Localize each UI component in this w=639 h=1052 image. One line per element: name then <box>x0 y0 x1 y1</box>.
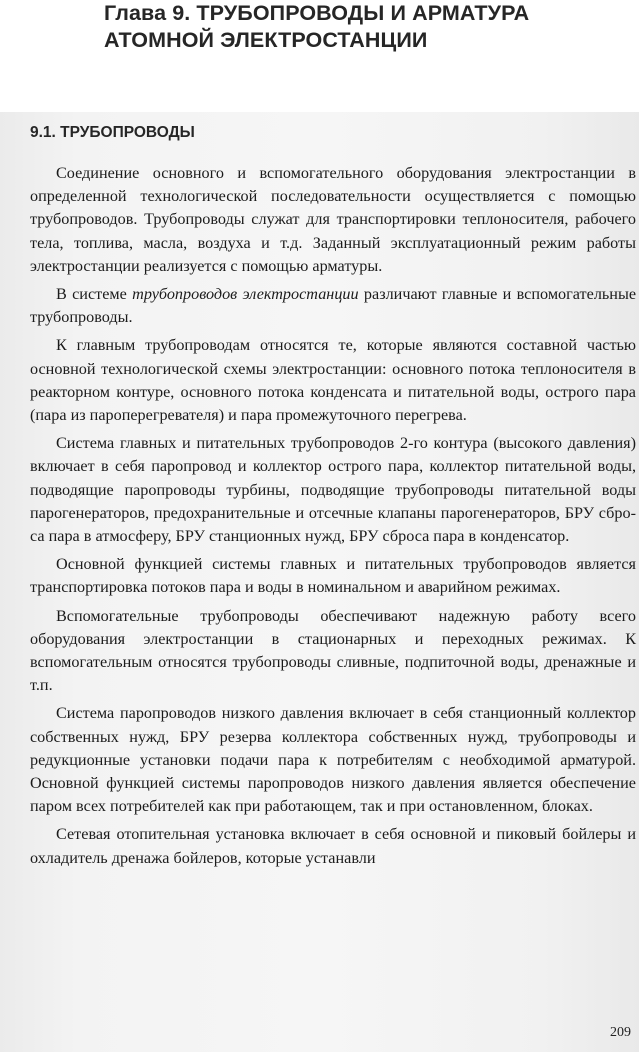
paragraph-2 <box>30 283 636 329</box>
chapter-title-line-2: АТОМНОЙ ЭЛЕКТРОСТАНЦИИ <box>104 28 428 52</box>
section-heading: 9.1. ТРУБОПРОВОДЫ <box>30 124 195 141</box>
italic-term: трубопроводов электростанции <box>132 285 359 304</box>
paragraph-7: Система паропроводов низкого давления включает в себя станционный коллектор собственных нужд, БРУ резерва коллектора собственных нужд, трубопроводы и редукционные установки подачи пара к потребителям с необходимой арматурой. Основной функцией системы паропроводов низкого давления является обеспечение паром всех потребителей как при работающем, так и при остановленном, блоках. <box>30 704 636 816</box>
paragraph-1: Соединение основного и вспомогательного оборудования электростанции в определенной технологической последовательности осуществляется с помощью трубопроводов. Трубопроводы служат для транспортировки теплоносителя, рабочего тела, топлива, масла, воздуха и т.д. Заданный эксплуатационный режим работы электростанции реализуется с помощью арматуры. <box>30 164 636 275</box>
paragraph-2-start: В системе <box>56 285 133 304</box>
paragraph-5: Основной функцией системы главных и питательных трубопроводов является транспортировка потоков пара и воды в номинальном и аварийном режимах. <box>30 555 636 597</box>
body-text <box>30 162 636 875</box>
paragraph-3: К главным трубопроводам относятся те, которые являются составной частью основной технологической схемы электростанции: основного потока теплоносителя в реакторном контуре, основного потока конденсата и питательной воды, острого пара (пара из пароперегревателя) и пара промежуточного перегрева. <box>30 336 636 425</box>
page-number: 209 <box>610 1025 631 1040</box>
paragraph-6: Вспомогательные трубопроводы обеспечивают надежную работу всего оборудования электростанции в стационарных и переходных режимах. К вспомогательным относятся трубопроводы сливные, подпиточной воды, дренажные и т.п. <box>30 606 636 695</box>
paragraph-4: Система главных и питательных трубопроводов 2-го контура (высокого давления) включает в себя паропровод и коллектор острого пара, коллектор питательной воды, подводящие паропроводы турбины, подводящие трубопроводы питательной воды парогенераторов, предохранительные и отсечные клапаны парогенераторов, БРУ сброса пара в атмосферу, БРУ станционных нужд, БРУ сброса пара в конденсатор. <box>30 434 636 546</box>
chapter-title <box>104 0 604 54</box>
chapter-title-line-1: Глава 9. ТРУБОПРОВОДЫ И АРМАТУРА <box>104 1 530 25</box>
paragraph-2-end: различают главные и вспомогательные трубопроводы. <box>30 285 637 327</box>
paragraph-8: Сетевая отопительная установка включает в себя основной и пиковый бойлеры и охладитель дренажа бойлеров, которые устанавли <box>30 825 636 867</box>
